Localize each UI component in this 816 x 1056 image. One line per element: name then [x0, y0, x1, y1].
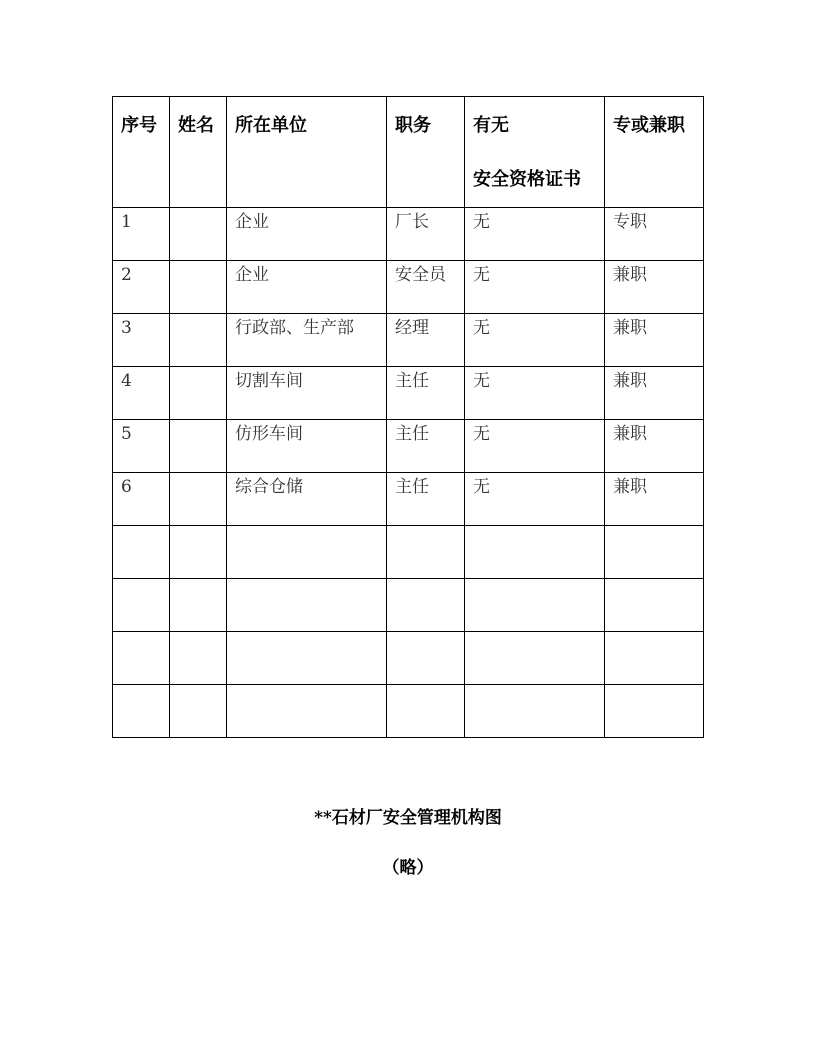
table-cell: 兼职 — [605, 261, 704, 314]
header-cell: 姓名 — [170, 97, 227, 208]
table-cell: 6 — [113, 473, 170, 526]
table-cell: 4 — [113, 367, 170, 420]
table-cell — [170, 367, 227, 420]
table-cell — [170, 314, 227, 367]
section-title: **石材厂安全管理机构图 — [314, 808, 502, 828]
header-cell: 专或兼职 — [605, 97, 704, 208]
table-cell: 无 — [465, 261, 605, 314]
table-cell: 企业 — [227, 261, 387, 314]
table-cell — [227, 526, 387, 579]
table-cell: 切割车间 — [227, 367, 387, 420]
table-cell — [170, 473, 227, 526]
table-cell — [227, 685, 387, 738]
safety-personnel-table — [112, 96, 704, 738]
table-cell — [113, 685, 170, 738]
table-cell: 专职 — [605, 208, 704, 261]
table-cell — [465, 579, 605, 632]
table-cell — [113, 526, 170, 579]
table-cell: 兼职 — [605, 367, 704, 420]
table-cell: 无 — [465, 420, 605, 473]
table-cell: 安全员 — [387, 261, 465, 314]
table-cell — [227, 579, 387, 632]
table-cell: 无 — [465, 208, 605, 261]
table-cell — [227, 632, 387, 685]
table-cell — [170, 208, 227, 261]
header-cell: 所在单位 — [227, 97, 387, 208]
table-cell: 仿形车间 — [227, 420, 387, 473]
table-cell: 主任 — [387, 367, 465, 420]
header-cell: 职务 — [387, 97, 465, 208]
table-cell: 无 — [465, 473, 605, 526]
table-cell: 主任 — [387, 420, 465, 473]
table-cell: 行政部、生产部 — [227, 314, 387, 367]
table-cell — [113, 579, 170, 632]
table-cell: 企业 — [227, 208, 387, 261]
header-cell: 序号 — [113, 97, 170, 208]
table-cell — [465, 685, 605, 738]
table-cell — [170, 261, 227, 314]
table-cell: 兼职 — [605, 314, 704, 367]
table-cell: 5 — [113, 420, 170, 473]
table-cell — [170, 526, 227, 579]
table-cell — [387, 685, 465, 738]
table-row — [113, 314, 704, 367]
section-note: （略） — [382, 858, 434, 878]
table-cell — [605, 526, 704, 579]
table-row — [113, 526, 704, 579]
table-cell: 无 — [465, 367, 605, 420]
table-cell — [387, 579, 465, 632]
table-cell: 无 — [465, 314, 605, 367]
header-cell-certificate — [465, 97, 605, 208]
table-cell: 1 — [113, 208, 170, 261]
table-cell — [170, 685, 227, 738]
table-cell: 厂长 — [387, 208, 465, 261]
table-row — [113, 579, 704, 632]
table-cell — [605, 579, 704, 632]
header-line: 有无 — [473, 115, 509, 136]
table-row — [113, 473, 704, 526]
table-row — [113, 632, 704, 685]
table-cell: 兼职 — [605, 420, 704, 473]
table-cell — [170, 579, 227, 632]
table-row — [113, 420, 704, 473]
table-cell: 2 — [113, 261, 170, 314]
table-cell — [465, 526, 605, 579]
table-row — [113, 208, 704, 261]
table-cell — [605, 632, 704, 685]
table-row — [113, 685, 704, 738]
table-cell: 3 — [113, 314, 170, 367]
table-cell: 综合仓储 — [227, 473, 387, 526]
table-cell: 经理 — [387, 314, 465, 367]
table-row — [113, 261, 704, 314]
table-cell — [170, 632, 227, 685]
table-cell — [387, 526, 465, 579]
table-cell: 兼职 — [605, 473, 704, 526]
table-cell — [113, 632, 170, 685]
table-cell: 主任 — [387, 473, 465, 526]
table-cell — [387, 632, 465, 685]
table-cell — [465, 632, 605, 685]
table-header-row — [113, 97, 704, 208]
header-line: 安全资格证书 — [473, 169, 581, 190]
table-cell — [170, 420, 227, 473]
table-row — [113, 367, 704, 420]
table-cell — [605, 685, 704, 738]
